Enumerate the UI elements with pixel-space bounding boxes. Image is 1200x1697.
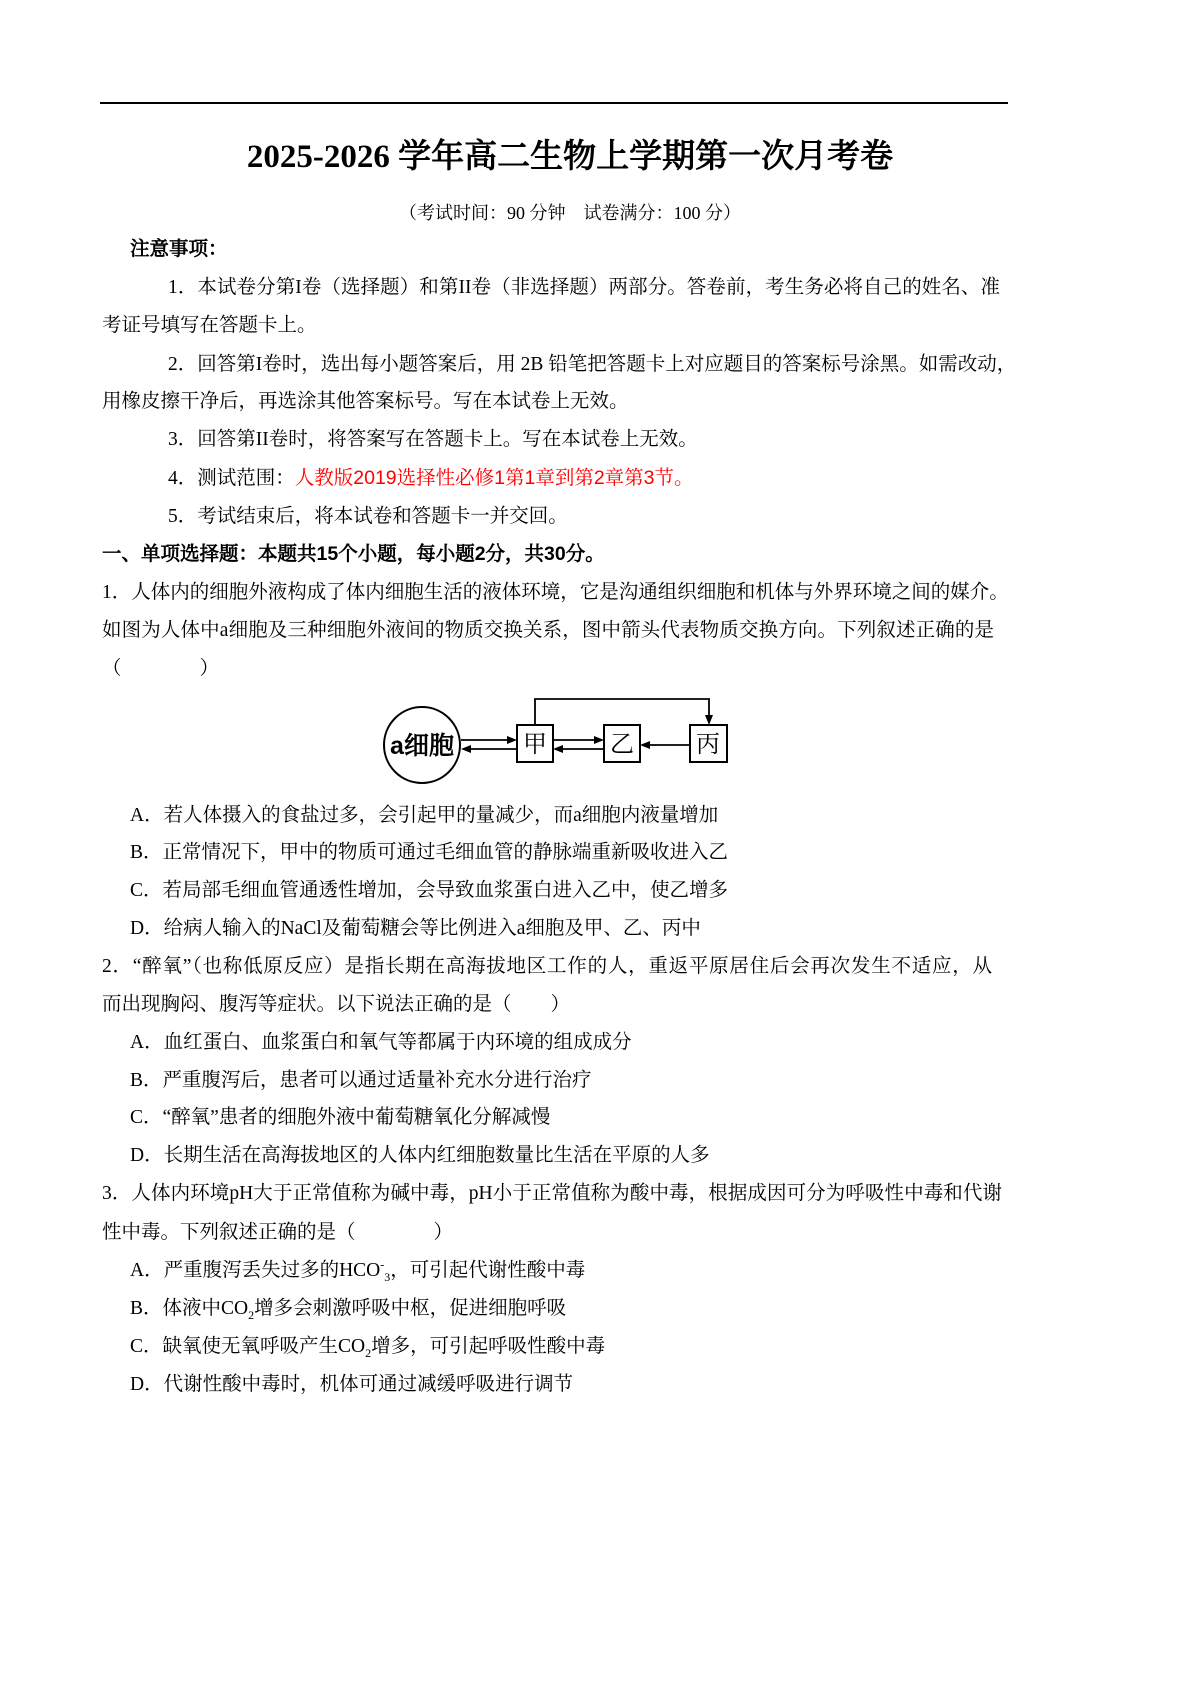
q3-option-a-text-end: ，可引起代谢性酸中毒	[390, 1260, 586, 1281]
arrow-cell-to-jia	[461, 736, 517, 744]
section-heading: 一、单项选择题：本题共15个小题，每小题2分，共30分。	[102, 543, 605, 565]
atom-count-subscript: 2	[365, 1345, 372, 1360]
notice-item-3: 3．回答第II卷时，将答案写在答题卡上。写在本试卷上无效。	[168, 429, 698, 450]
q3-option-c-text-end: 增多，可引起呼吸性酸中毒	[371, 1336, 606, 1357]
test-scope-highlight: 人教版2019选择性必修1第1章到第2章第3节。	[294, 467, 694, 489]
q1-option-a: A．若人体摄入的食盐过多，会引起甲的量减少，而a细胞内液量增加	[130, 805, 719, 826]
arrow-bing-to-yi	[640, 741, 690, 749]
q3-stem-line-2: 性中毒。下列叙述正确的是（ ）	[102, 1222, 454, 1243]
exchange-diagram	[370, 690, 740, 790]
q1-stem-line-2: 如图为人体中a细胞及三种细胞外液间的物质交换关系，图中箭头代表物质交换方向。下列叙述正确的是	[102, 620, 994, 641]
arrow-yi-to-jia	[553, 745, 604, 753]
exam-subtitle: （考试时间：90 分钟 试卷满分：100 分）	[399, 203, 741, 223]
notice-item-1-line-2: 考证号填写在答题卡上。	[102, 315, 317, 336]
node-bing-label: 丙	[696, 732, 720, 758]
notice-item-2-line-1: 2．回答第I卷时，选出每小题答案后，用 2B 铅笔把答题卡上对应题目的答案标号涂黑。如需改动，	[168, 354, 1017, 375]
q2-stem-line-2: 而出现胸闷、腹泻等症状。以下说法正确的是（ ）	[102, 994, 571, 1015]
q3-option-b	[130, 1297, 566, 1321]
node-jia-label: 甲	[523, 732, 547, 758]
q3-option-b-text: B．体液中CO	[130, 1298, 249, 1319]
notice-item-5: 5．考试结束后，将本试卷和答题卡一并交回。	[168, 506, 568, 527]
notice-item-2-line-2: 用橡皮擦干净后，再选涂其他答案标号。写在本试卷上无效。	[102, 391, 629, 412]
cell-a-label: a细胞	[390, 732, 454, 760]
charge-superscript: -	[380, 1257, 385, 1272]
notice-heading: 注意事项：	[130, 239, 228, 260]
node-yi-label: 乙	[610, 732, 634, 758]
notice-item-1-line-1: 1．本试卷分第I卷（选择题）和第II卷（非选择题）两部分。答卷前，考生务必将自己的姓名、准	[168, 277, 1000, 298]
q1-stem-line-1: 1．人体内的细胞外液构成了体内细胞生活的液体环境，它是沟通组织细胞和机体与外界环境之间的媒介。	[102, 582, 1009, 603]
q1-option-c: C．若局部毛细血管通透性增加，会导致血浆蛋白进入乙中，使乙增多	[130, 880, 729, 901]
atom-count-subscript: 3	[384, 1269, 391, 1284]
q3-option-c	[130, 1335, 605, 1359]
q1-option-d: D．给病人输入的NaCl及葡萄糖会等比例进入a细胞及甲、乙、丙中	[130, 918, 701, 939]
q3-option-c-text: C．缺氧使无氧呼吸产生CO	[130, 1336, 366, 1357]
q3-option-d: D．代谢性酸中毒时，机体可通过减缓呼吸进行调节	[130, 1374, 574, 1395]
exam-title: 2025-2026 学年高二生物上学期第一次月考卷	[246, 139, 894, 175]
notice-item-4-prefix: 4．测试范围：	[168, 468, 295, 489]
q1-option-b: B．正常情况下，甲中的物质可通过毛细血管的静脉端重新吸收进入乙	[130, 842, 729, 863]
q2-option-c: C．“醉氧”患者的细胞外液中葡萄糖氧化分解减慢	[130, 1107, 551, 1128]
arrow-jia-to-bing	[535, 699, 713, 725]
q1-answer-blank: （ ）	[102, 658, 220, 679]
atom-count-subscript: 2	[248, 1307, 255, 1322]
q3-option-a	[130, 1259, 585, 1283]
q2-option-b: B．严重腹泻后，患者可以通过适量补充水分进行治疗	[130, 1070, 592, 1091]
q3-option-a-text: A．严重腹泻丢失过多的HCO	[130, 1260, 381, 1281]
q3-option-b-text-end: 增多会刺激呼吸中枢，促进细胞呼吸	[254, 1298, 567, 1319]
arrow-jia-to-yi	[553, 736, 604, 744]
q2-option-a: A．血红蛋白、血浆蛋白和氧气等都属于内环境的组成成分	[130, 1032, 632, 1053]
notice-item-4	[168, 466, 694, 491]
q2-option-d: D．长期生活在高海拔地区的人体内红细胞数量比生活在平原的人多	[130, 1145, 710, 1166]
q2-stem-line-1: 2．“醉氧”（也称低原反应）是指长期在高海拔地区工作的人，重返平原居住后会再次发生不适应，从	[102, 956, 992, 977]
q3-stem-line-1: 3．人体内环境pH大于正常值称为碱中毒，pH小于正常值称为酸中毒，根据成因可分为呼吸性中毒和代谢	[102, 1183, 1002, 1204]
header-rule	[100, 102, 1008, 104]
arrow-jia-to-cell	[461, 745, 517, 753]
